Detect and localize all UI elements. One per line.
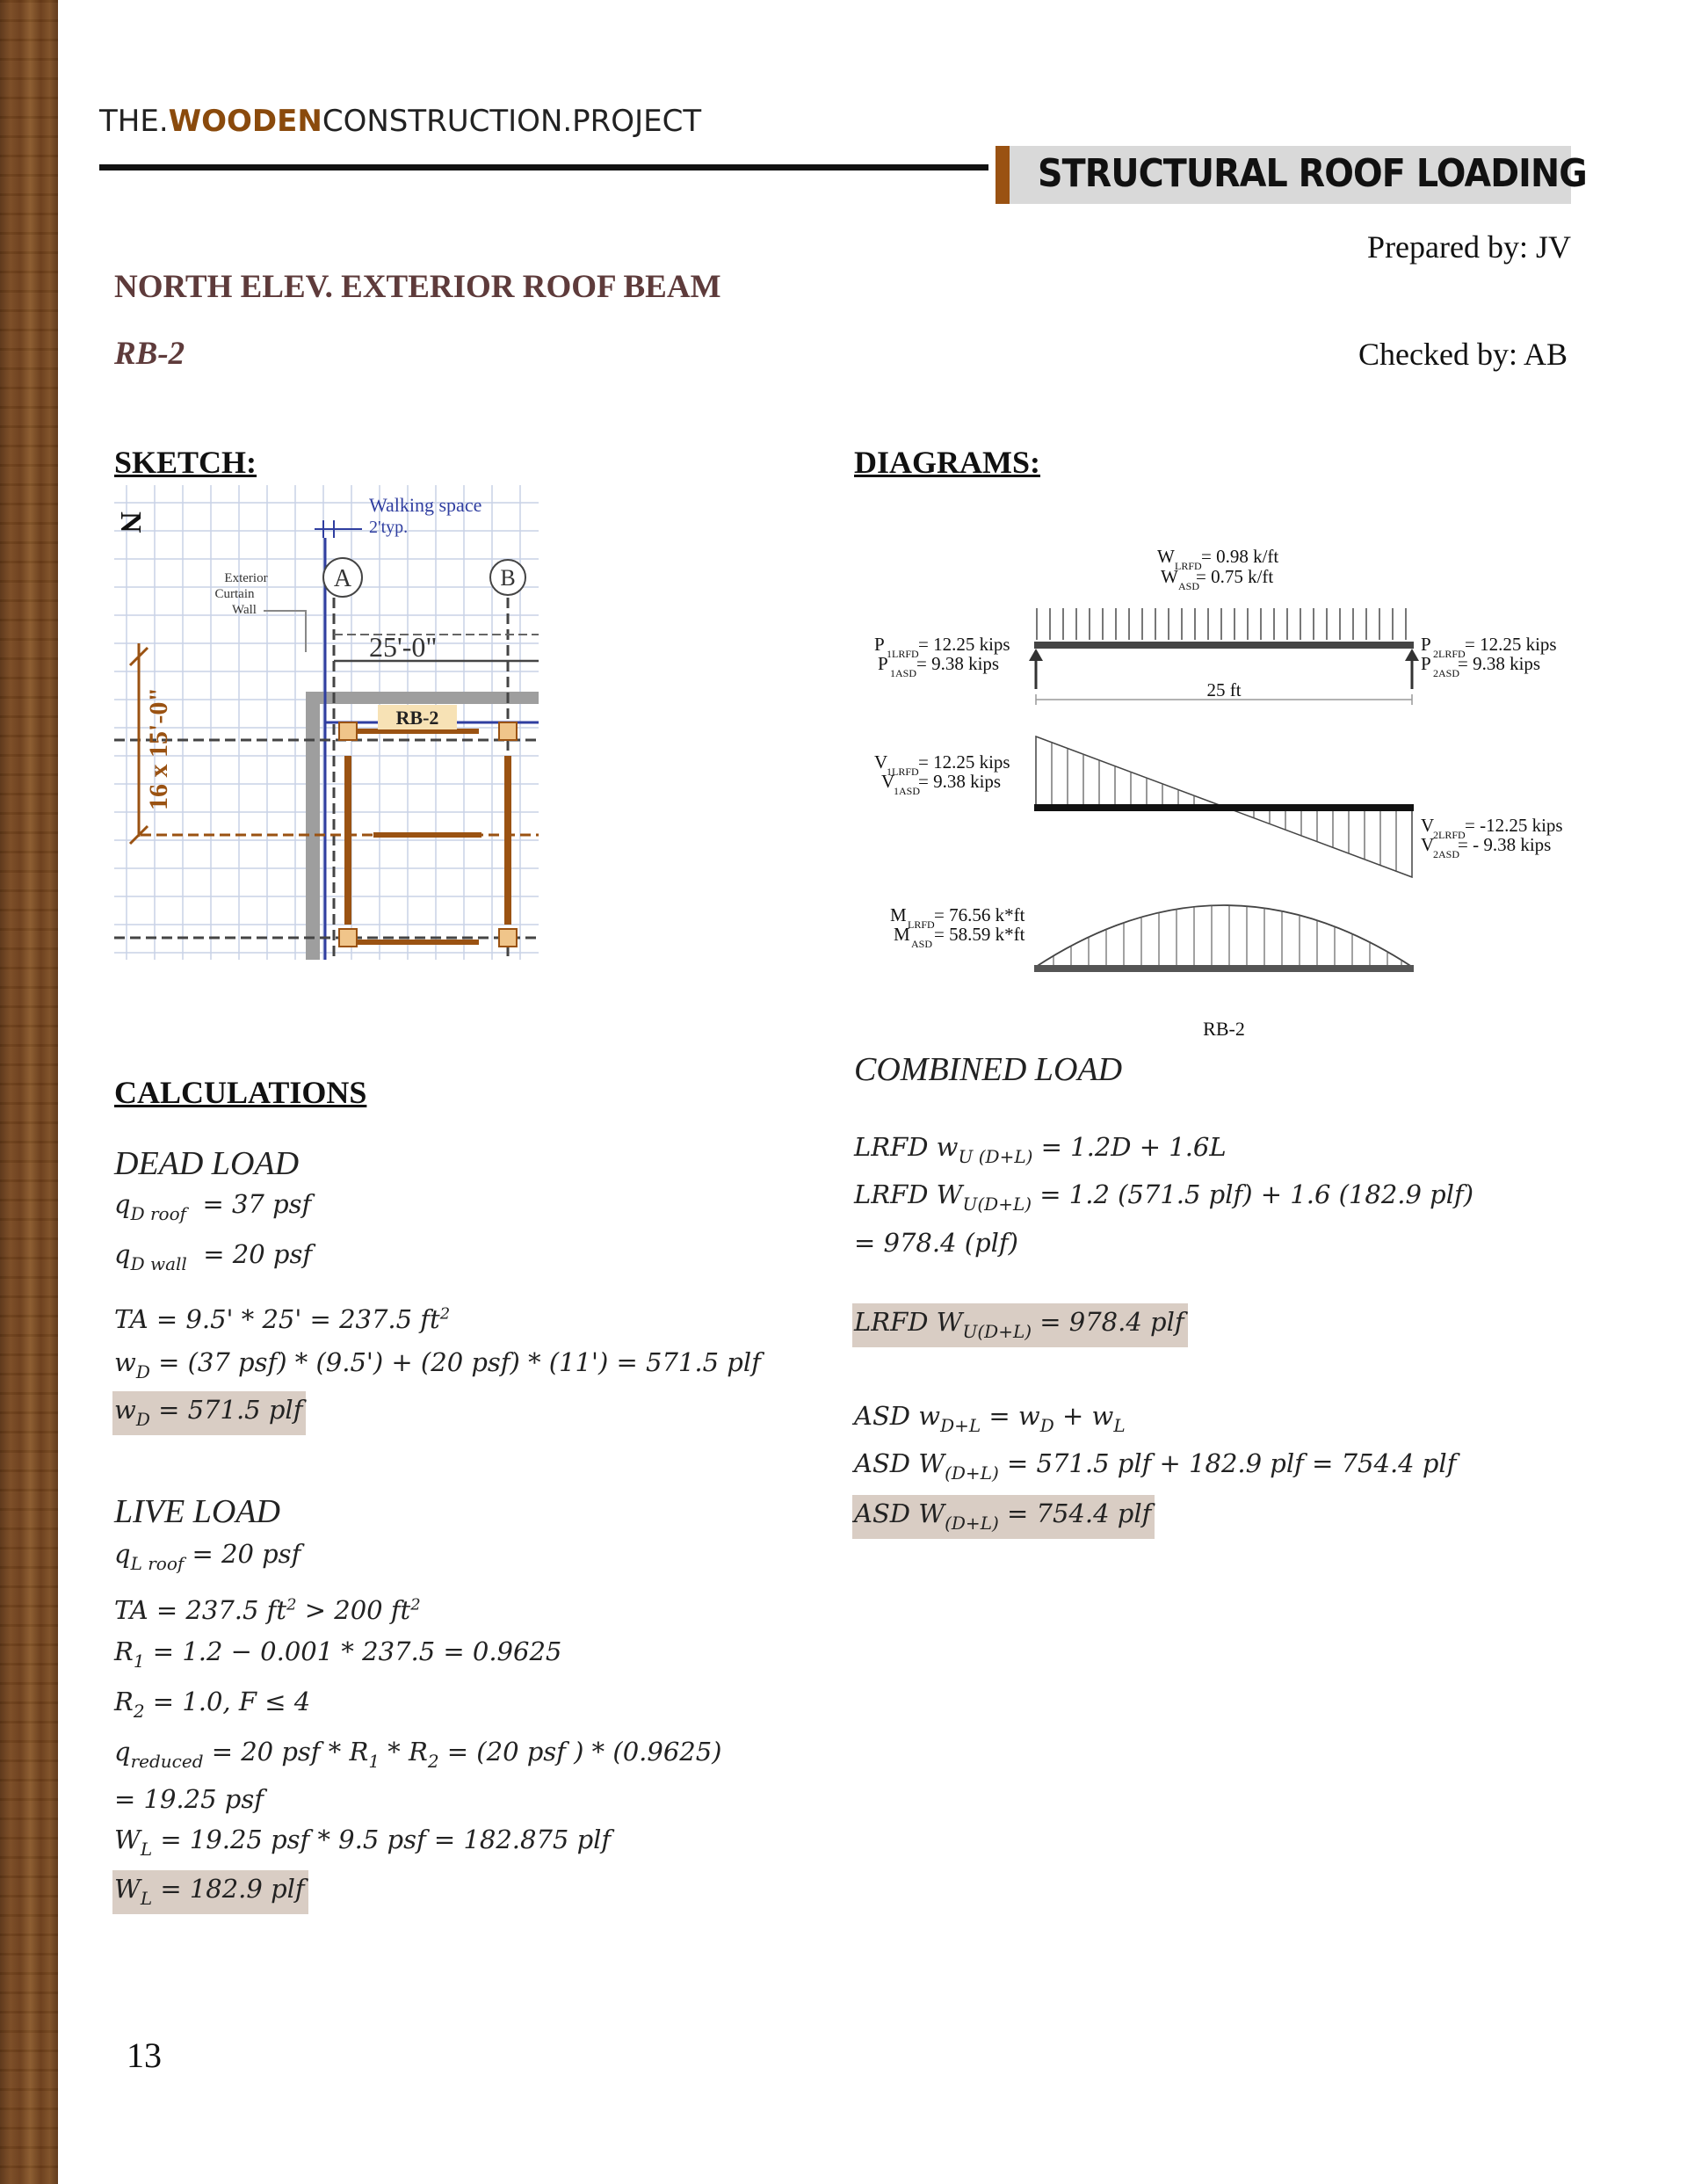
page-title: STRUCTURAL ROOF LOADING: [1038, 151, 1587, 196]
wall-label-1: Exterior: [224, 571, 268, 585]
svg-text:2ASD: 2ASD: [1433, 667, 1460, 679]
svg-text:2ASD: 2ASD: [1433, 848, 1460, 860]
framing-sketch: [114, 485, 539, 960]
m-lrfd: = 76.56 k*ft: [934, 904, 1025, 925]
grid-bubble-a: A: [333, 565, 352, 592]
dead-load-heading: DEAD LOAD: [114, 1145, 300, 1182]
live-q-reduced: $q_{reduced} = 20$ psf * $R_1 * R_2 = (20$ psf ) * (0.9625): [114, 1737, 722, 1772]
wall-label-2: Curtain: [214, 587, 255, 601]
prepared-by: Prepared by: JV: [1367, 229, 1571, 265]
v1-asd: = 9.38 kips: [918, 771, 1002, 792]
live-q-reduced-result: = 19.25 psf: [114, 1784, 264, 1814]
combined-asd-result: ASD $W_{(D+L)} = 754.4$ plf: [852, 1495, 1155, 1539]
bays-dimension: 16 x 15'-0": [144, 687, 173, 810]
dead-wd-eq: $w_D = (37$ psf) * (9.5') + (20 psf) * (11') = 571.5 plf: [114, 1347, 761, 1382]
dead-ta: TA = 9.5' * 25' = 237.5 $ft^2$: [114, 1304, 451, 1334]
svg-text:V: V: [1421, 834, 1435, 855]
live-wl-eq: $W_L = 19.25$ psf * 9.5 psf = 182.875 plf: [114, 1825, 612, 1860]
combined-load-heading: COMBINED LOAD: [854, 1051, 1123, 1088]
load-diagrams: [857, 527, 1595, 1046]
p2-lrfd: = 12.25 kips: [1465, 634, 1557, 655]
live-q-roof: $q_{L roof} = 20$ psf: [114, 1539, 301, 1574]
checked-by: Checked by: AB: [1358, 337, 1568, 372]
span-label: 25 ft: [1206, 679, 1242, 700]
dead-q-roof: $q_{D roof} = 37$ psf: [114, 1189, 312, 1224]
combined-asd-formula: ASD $w_{D+L} = w_D + w_L$: [854, 1401, 1126, 1436]
dead-wd-result: $w_D = 571.5$ plf: [112, 1391, 306, 1435]
svg-text:2LRFD: 2LRFD: [1433, 829, 1466, 841]
wall-label-3: Wall: [232, 603, 257, 617]
live-wl-result: $W_L = 182.9$ plf: [112, 1870, 308, 1914]
dead-q-wall: $q_{D wall} = 20$ psf: [114, 1239, 313, 1274]
calculations-heading: CALCULATIONS: [114, 1075, 367, 1110]
svg-text:W: W: [1161, 566, 1178, 587]
title-accent: [996, 146, 1010, 204]
v2-lrfd: = -12.25 kips: [1465, 815, 1563, 836]
svg-text:V: V: [1421, 815, 1435, 836]
moment-baseline: [1034, 965, 1414, 972]
shear-baseline: [1034, 804, 1414, 811]
combined-lrfd-result: LRFD $W_{U(D+L)} = 978.4$ plf: [852, 1303, 1188, 1347]
svg-text:P: P: [1421, 634, 1431, 655]
grid-bubble-b: B: [500, 565, 516, 591]
svg-text:LRFD: LRFD: [1175, 560, 1202, 572]
header-rule: [99, 164, 988, 171]
north-arrow-icon: N: [114, 512, 147, 533]
combined-asd-sub: ASD $W_{(D+L)} = 571.5$ plf + 182.9 plf = 754.4 plf: [854, 1448, 1457, 1484]
v2-asd: = - 9.38 kips: [1458, 834, 1552, 855]
combined-lrfd-value: = 978.4 (plf): [854, 1228, 1018, 1258]
beam-id: RB-2: [114, 336, 185, 372]
p1-asd: = 9.38 kips: [916, 653, 1000, 674]
svg-text:M: M: [890, 904, 907, 925]
svg-text:LRFD: LRFD: [908, 918, 935, 931]
svg-text:ASD: ASD: [911, 938, 933, 950]
live-load-heading: LIVE LOAD: [114, 1493, 280, 1530]
wood-grain: [0, 0, 58, 2184]
svg-text:1ASD: 1ASD: [894, 785, 921, 797]
sketch-heading: SKETCH:: [114, 445, 257, 480]
p2-asd: = 9.38 kips: [1458, 653, 1541, 674]
svg-text:P: P: [878, 653, 888, 674]
sketch-beam-tag: RB-2: [395, 707, 439, 729]
w-lrfd: = 0.98 k/ft: [1201, 546, 1279, 567]
svg-text:ASD: ASD: [1178, 580, 1200, 592]
live-ta: TA = 237.5 $ft^2 > 200$ $ft^2$: [114, 1595, 421, 1625]
brand-logo: THE.WOODENCONSTRUCTION.PROJECT: [99, 104, 702, 139]
svg-text:M: M: [894, 924, 910, 945]
diagrams-heading: DIAGRAMS:: [854, 445, 1040, 480]
w-asd: = 0.75 k/ft: [1196, 566, 1274, 587]
svg-text:W: W: [1157, 546, 1175, 567]
svg-text:V: V: [874, 751, 888, 773]
diagram-caption: RB-2: [1203, 1018, 1245, 1040]
svg-text:2LRFD: 2LRFD: [1433, 648, 1466, 660]
live-r2: $R_2 = 1.0$, F ≤ 4: [114, 1687, 311, 1722]
m-asd: = 58.59 k*ft: [934, 924, 1025, 945]
beam-bar: [1034, 642, 1414, 649]
combined-lrfd-formula: LRFD $w_{U (D+L)} = 1.2D + 1.6L$: [854, 1132, 1227, 1167]
svg-text:1LRFD: 1LRFD: [887, 648, 919, 660]
p1-lrfd: = 12.25 kips: [918, 634, 1010, 655]
page-number: 13: [127, 2035, 162, 2075]
sketch-span: 25'-0": [369, 631, 438, 663]
svg-text:P: P: [874, 634, 885, 655]
svg-text:V: V: [881, 771, 895, 792]
walking-space-typ: 2'typ.: [369, 518, 409, 537]
v1-lrfd: = 12.25 kips: [918, 751, 1010, 773]
svg-text:P: P: [1421, 653, 1431, 674]
beam-title: NORTH ELEV. EXTERIOR ROOF BEAM: [114, 269, 721, 305]
live-r1: $R_1 = 1.2 - 0.001 * 237.5 = 0.9625$: [114, 1636, 562, 1672]
svg-text:1LRFD: 1LRFD: [887, 765, 919, 778]
load-arrows: [1037, 608, 1406, 640]
walking-space-label: Walking space: [369, 494, 482, 516]
svg-text:1ASD: 1ASD: [890, 667, 917, 679]
combined-lrfd-sub: LRFD $W_{U(D+L)} = 1.2$ (571.5 plf) + 1.6 (182.9 plf): [854, 1179, 1474, 1215]
